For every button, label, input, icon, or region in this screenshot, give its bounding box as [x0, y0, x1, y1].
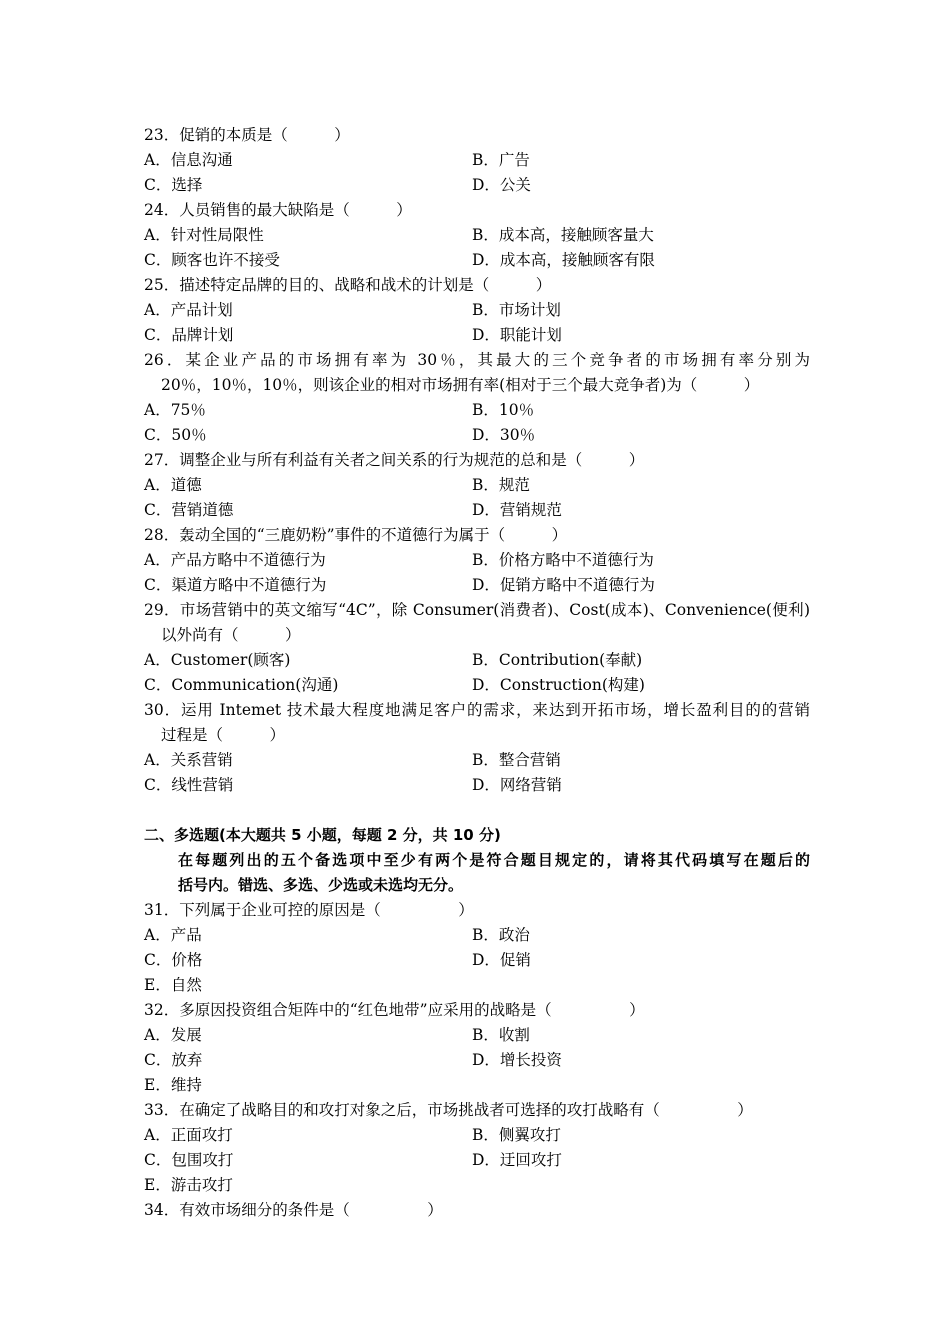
option-row [144, 573, 810, 598]
option: B．整合营销 [472, 751, 561, 769]
option-row [144, 473, 810, 498]
option-row [144, 673, 810, 698]
option-row [144, 148, 810, 173]
option-row [144, 423, 810, 448]
option: C．价格 [144, 951, 203, 969]
option: B．Contribution(奉献) [472, 651, 643, 669]
option: D．促销方略中不道德行为 [472, 576, 655, 594]
option-row [144, 1148, 810, 1173]
option: D．营销规范 [472, 501, 562, 519]
exam-page [144, 123, 810, 1223]
option-row [144, 298, 810, 323]
option: B．规范 [472, 476, 530, 494]
option: E．维持 [144, 1076, 202, 1094]
question-stem: 28．轰动全国的“三鹿奶粉”事件的不道德行为属于（ ） [144, 526, 568, 544]
option: C．渠道方略中不道德行为 [144, 576, 327, 594]
option: C．50％ [144, 426, 207, 444]
section-instructions-continued: 括号内。错选、多选、少选或未选均无分。 [178, 876, 464, 894]
option: B．收割 [472, 1026, 530, 1044]
option: D．成本高，接触顾客有限 [472, 251, 655, 269]
option-row [144, 398, 810, 423]
option-row [144, 748, 810, 773]
option: A．关系营销 [144, 751, 233, 769]
question-stem-continued: 20％，10％，10％，则该企业的相对市场拥有率(相对于三个最大竞争者)为（ ） [161, 376, 760, 394]
option: C．包围攻打 [144, 1151, 234, 1169]
question-stem: 23．促销的本质是（ ） [144, 126, 350, 144]
option: C．营销道德 [144, 501, 234, 519]
option: B．侧翼攻打 [472, 1126, 561, 1144]
option: B．价格方略中不道德行为 [472, 551, 654, 569]
question-stem-continued: 过程是（ ） [161, 726, 286, 744]
option-row [144, 223, 810, 248]
option-row [144, 1048, 810, 1073]
option: A．针对性局限性 [144, 226, 264, 244]
option: B．广告 [472, 151, 530, 169]
option-row [144, 948, 810, 973]
option: B．成本高，接触顾客量大 [472, 226, 654, 244]
option: A．发展 [144, 1026, 202, 1044]
question-stem: 32．多原因投资组合矩阵中的“红色地带”应采用的战略是（ ） [144, 1001, 645, 1019]
option: D．网络营销 [472, 776, 562, 794]
option: A．Customer(顾客) [144, 651, 291, 669]
question-stem: 30．运用 Intemet 技术最大程度地满足客户的需求，来达到开拓市场，增长盈利目的的营销 [144, 701, 810, 719]
option-row [144, 248, 810, 273]
option: D．30％ [472, 426, 536, 444]
option: C．顾客也许不接受 [144, 251, 280, 269]
option-row [144, 1023, 810, 1048]
question-stem: 29．市场营销中的英文缩写“4C”，除 Consumer(消费者)、Cost(成本)、Convenience(便利) [144, 601, 810, 619]
section-gap [144, 798, 810, 823]
option: A．产品 [144, 926, 202, 944]
option: C．品牌计划 [144, 326, 234, 344]
option-row [144, 648, 810, 673]
option: A．75％ [144, 401, 206, 419]
question-stem-continued: 以外尚有（ ） [161, 626, 301, 644]
question-stem: 25．描述特定品牌的目的、战略和战术的计划是（ ） [144, 276, 552, 294]
option-row [144, 1123, 810, 1148]
option: E．游击攻打 [144, 1176, 233, 1194]
option: B．市场计划 [472, 301, 561, 319]
option: B．政治 [472, 926, 530, 944]
option: C．选择 [144, 176, 203, 194]
option-row [144, 923, 810, 948]
section-title: 二、多选题(本大题共 5 小题，每题 2 分，共 10 分) [144, 826, 501, 844]
option: C．线性营销 [144, 776, 234, 794]
option: B．10％ [472, 401, 535, 419]
option-row [144, 773, 810, 798]
section-instructions: 在每题列出的五个备选项中至少有两个是符合题目规定的，请将其代码填写在题后的 [178, 851, 810, 869]
question-stem: 34．有效市场细分的条件是（ ） [144, 1201, 443, 1219]
option: E．自然 [144, 976, 202, 994]
option: A．正面攻打 [144, 1126, 233, 1144]
option: C．放弃 [144, 1051, 203, 1069]
question-stem: 27．调整企业与所有利益有关者之间关系的行为规范的总和是（ ） [144, 451, 645, 469]
question-stem: 31．下列属于企业可控的原因是（ ） [144, 901, 474, 919]
option: D．增长投资 [472, 1051, 562, 1069]
option-row [144, 498, 810, 523]
option: A．产品计划 [144, 301, 233, 319]
option: D．迂回攻打 [472, 1151, 562, 1169]
option: A．信息沟通 [144, 151, 233, 169]
option: D．Construction(构建) [472, 676, 645, 694]
option: D．促销 [472, 951, 531, 969]
question-stem: 24．人员销售的最大缺陷是（ ） [144, 201, 412, 219]
option: C．Communication(沟通) [144, 676, 339, 694]
question-stem: 26．某企业产品的市场拥有率为 30％，其最大的三个竞争者的市场拥有率分别为 [144, 351, 810, 369]
option: D．公关 [472, 176, 531, 194]
option-row [144, 173, 810, 198]
option: A．道德 [144, 476, 202, 494]
question-stem: 33．在确定了战略目的和攻打对象之后，市场挑战者可选择的攻打战略有（ ） [144, 1101, 753, 1119]
option: D．职能计划 [472, 326, 562, 344]
option-row [144, 323, 810, 348]
option-row [144, 548, 810, 573]
option: A．产品方略中不道德行为 [144, 551, 326, 569]
